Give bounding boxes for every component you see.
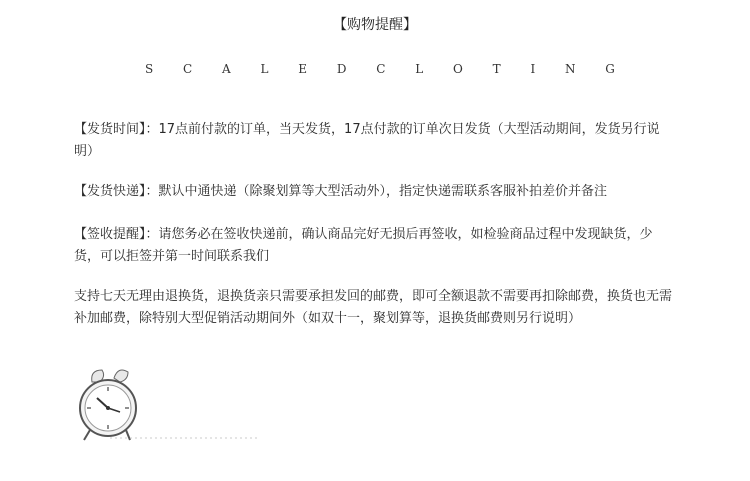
alarm-clock-icon xyxy=(70,362,270,462)
receipt-reminder-label: 【签收提醒】 xyxy=(74,227,146,242)
brand-letter: T xyxy=(492,62,501,76)
brand-letter: I xyxy=(530,62,536,76)
brand-letter: C xyxy=(376,62,386,76)
brand-letter: G xyxy=(605,62,615,76)
shipping-time-label: 【发货时间】 xyxy=(74,122,146,137)
brand-letter: L xyxy=(260,62,269,76)
shipping-time-text: ：17点前付款的订单，当天发货，17点付款的订单次日发货（大型活动期间，发货另行说明） xyxy=(74,122,660,159)
courier-text: ：默认中通快递（除聚划算等大型活动外），指定快递需联系客服补拍差价并备注 xyxy=(145,184,608,199)
shipping-time-paragraph xyxy=(74,119,674,163)
brand-letter: L xyxy=(415,62,424,76)
brand-letter: E xyxy=(298,62,308,76)
brand-letter: C xyxy=(183,62,193,76)
brand-name xyxy=(145,62,615,76)
page-title: 【购物提醒】 xyxy=(333,17,417,33)
brand-letter: D xyxy=(336,62,347,76)
brand-letter: A xyxy=(222,62,231,76)
courier-label: 【发货快递】 xyxy=(74,184,146,199)
brand-letter: N xyxy=(564,62,576,76)
return-policy-text: 支持七天无理由退换货，退换货亲只需要承担发回的邮费，即可全额退款不需要再扣除邮费，换货也无需补加邮费，除特别大型促销活动期间外（如双十一，聚划算等，退换货邮费则另行说明） xyxy=(74,289,673,326)
receipt-reminder-paragraph xyxy=(74,224,674,268)
brand-letter: S xyxy=(145,62,154,76)
receipt-reminder-text: ：请您务必在签收快递前，确认商品完好无损后再签收，如检验商品过程中发现缺货，少货，可以拒签并第一时间联系我们 xyxy=(74,227,653,264)
return-policy-paragraph xyxy=(74,286,674,330)
brand-letter: O xyxy=(452,62,463,76)
courier-paragraph xyxy=(74,181,674,203)
